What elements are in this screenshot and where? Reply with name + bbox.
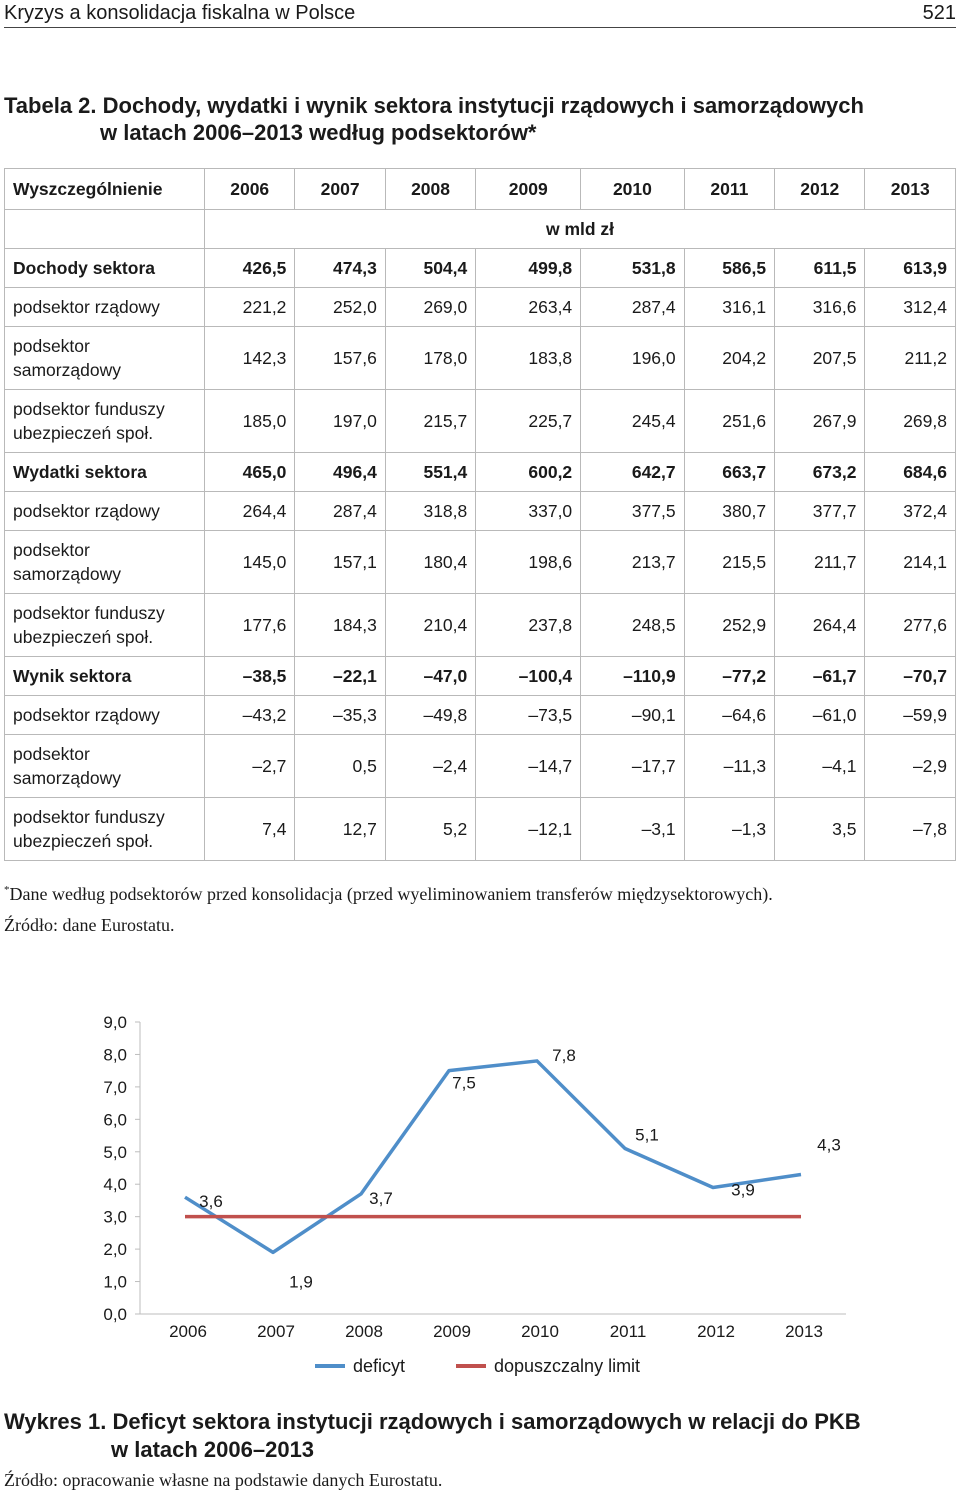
figure-title-line2: w latach 2006–2013 bbox=[111, 1437, 315, 1462]
table-cell: 377,7 bbox=[775, 492, 865, 531]
table-source: Źródło: dane Eurostatu. bbox=[4, 915, 175, 935]
year-header: 2012 bbox=[775, 169, 865, 210]
table-cell: –17,7 bbox=[581, 735, 684, 798]
table-cell: 312,4 bbox=[865, 288, 956, 327]
deficit-line-chart bbox=[0, 990, 960, 1390]
table-cell: –49,8 bbox=[385, 696, 475, 735]
data-label: 1,9 bbox=[289, 1272, 313, 1292]
year-header: 2013 bbox=[865, 169, 956, 210]
table-cell: 185,0 bbox=[205, 390, 295, 453]
figure-source: Źródło: opracowanie własne na podstawie danych Eurostatu. bbox=[4, 1470, 443, 1490]
y-tick-label: 7,0 bbox=[103, 1077, 127, 1097]
legend-label-limit: dopuszczalny limit bbox=[494, 1356, 641, 1376]
data-label: 3,7 bbox=[369, 1188, 393, 1208]
header-rule bbox=[4, 27, 956, 28]
table-cell: 215,5 bbox=[684, 531, 774, 594]
table-cell: –43,2 bbox=[205, 696, 295, 735]
row-label-line2: ubezpieczeń społ. bbox=[13, 627, 154, 647]
table-cell: 214,1 bbox=[865, 531, 956, 594]
table-cell: –73,5 bbox=[476, 696, 581, 735]
row-label bbox=[5, 390, 205, 453]
table-cell: 251,6 bbox=[684, 390, 774, 453]
table-cell: –100,4 bbox=[476, 657, 581, 696]
table-cell: 12,7 bbox=[295, 798, 385, 861]
table-cell: 210,4 bbox=[385, 594, 475, 657]
table-cell: 245,4 bbox=[581, 390, 684, 453]
table-cell: –4,1 bbox=[775, 735, 865, 798]
running-title: Kryzys a konsolidacja fiskalna w Polsce bbox=[4, 1, 356, 24]
row-label bbox=[5, 594, 205, 657]
x-tick-label: 2010 bbox=[521, 1322, 559, 1341]
footnote bbox=[4, 875, 773, 910]
table-cell: 586,5 bbox=[684, 249, 774, 288]
table-cell: –38,5 bbox=[205, 657, 295, 696]
table-row bbox=[5, 288, 956, 327]
table-cell: 197,0 bbox=[295, 390, 385, 453]
table-cell: 287,4 bbox=[295, 492, 385, 531]
row-label: podsektor rządowy bbox=[5, 492, 205, 531]
figure-title bbox=[4, 1408, 861, 1464]
y-tick-label: 1,0 bbox=[103, 1272, 127, 1292]
table-row bbox=[5, 696, 956, 735]
table-cell: 178,0 bbox=[385, 327, 475, 390]
row-label bbox=[5, 798, 205, 861]
table-cell: –64,6 bbox=[684, 696, 774, 735]
row-label bbox=[5, 327, 205, 390]
row-label-line1: podsektor funduszy bbox=[13, 399, 165, 419]
table-cell: 221,2 bbox=[205, 288, 295, 327]
row-label-line1: podsektor bbox=[13, 336, 90, 356]
table-cell: –22,1 bbox=[295, 657, 385, 696]
table-cell: –11,3 bbox=[684, 735, 774, 798]
x-tick-label: 2012 bbox=[697, 1322, 735, 1341]
table-cell: 5,2 bbox=[385, 798, 475, 861]
data-table bbox=[4, 168, 956, 861]
table-cell: 207,5 bbox=[775, 327, 865, 390]
table-cell: 465,0 bbox=[205, 453, 295, 492]
table-cell: 600,2 bbox=[476, 453, 581, 492]
table-row bbox=[5, 327, 956, 390]
table-row bbox=[5, 657, 956, 696]
row-label-line2: samorządowy bbox=[13, 564, 121, 584]
table-cell: 551,4 bbox=[385, 453, 475, 492]
table-cell: –14,7 bbox=[476, 735, 581, 798]
table-cell: –77,2 bbox=[684, 657, 774, 696]
table-cell: 277,6 bbox=[865, 594, 956, 657]
table-cell: –35,3 bbox=[295, 696, 385, 735]
unit-label: w mld zł bbox=[205, 210, 956, 249]
y-tick-label: 4,0 bbox=[103, 1175, 127, 1195]
y-tick-label: 2,0 bbox=[103, 1240, 127, 1260]
table-cell: 177,6 bbox=[205, 594, 295, 657]
table-cell: –2,9 bbox=[865, 735, 956, 798]
table-cell: 642,7 bbox=[581, 453, 684, 492]
table-row bbox=[5, 735, 956, 798]
table-cell: 3,5 bbox=[775, 798, 865, 861]
footnote-mark: * bbox=[4, 884, 10, 896]
table-cell: 0,5 bbox=[295, 735, 385, 798]
table-cell: 196,0 bbox=[581, 327, 684, 390]
table-cell: –7,8 bbox=[865, 798, 956, 861]
table-row bbox=[5, 798, 956, 861]
row-label-line1: podsektor bbox=[13, 744, 90, 764]
table-cell: 237,8 bbox=[476, 594, 581, 657]
table-cell: 287,4 bbox=[581, 288, 684, 327]
row-label bbox=[5, 735, 205, 798]
table-notes bbox=[4, 875, 773, 941]
table-cell: –12,1 bbox=[476, 798, 581, 861]
table-cell: 316,6 bbox=[775, 288, 865, 327]
table-title-line2: w latach 2006–2013 według podsektorów* bbox=[100, 120, 537, 145]
table-cell: 531,8 bbox=[581, 249, 684, 288]
table-cell: 426,5 bbox=[205, 249, 295, 288]
table-cell: 613,9 bbox=[865, 249, 956, 288]
row-label: podsektor rządowy bbox=[5, 696, 205, 735]
y-tick-label: 9,0 bbox=[103, 1013, 127, 1032]
table-row bbox=[5, 390, 956, 453]
table-cell: –70,7 bbox=[865, 657, 956, 696]
table-cell: 157,1 bbox=[295, 531, 385, 594]
row-label: Dochody sektora bbox=[5, 249, 205, 288]
table-cell: 225,7 bbox=[476, 390, 581, 453]
running-header bbox=[4, 0, 956, 26]
table-cell: 263,4 bbox=[476, 288, 581, 327]
legend-label-deficyt: deficyt bbox=[353, 1356, 406, 1376]
year-header: 2008 bbox=[385, 169, 475, 210]
row-label-line2: ubezpieczeń społ. bbox=[13, 831, 154, 851]
table-cell: 372,4 bbox=[865, 492, 956, 531]
table-cell: 215,7 bbox=[385, 390, 475, 453]
x-tick-label: 2007 bbox=[257, 1322, 295, 1341]
x-tick-label: 2013 bbox=[785, 1322, 823, 1341]
y-tick-label: 3,0 bbox=[103, 1207, 127, 1227]
year-header: 2010 bbox=[581, 169, 684, 210]
row-label-line1: podsektor funduszy bbox=[13, 807, 165, 827]
unit-spacer bbox=[5, 210, 205, 249]
table-cell: 213,7 bbox=[581, 531, 684, 594]
data-label: 7,8 bbox=[552, 1045, 576, 1065]
table-cell: 157,6 bbox=[295, 327, 385, 390]
deficit-series-line bbox=[185, 1061, 801, 1252]
table-cell: 248,5 bbox=[581, 594, 684, 657]
year-header: 2011 bbox=[684, 169, 774, 210]
figure-title-line1: Wykres 1. Deficyt sektora instytucji rządowych i samorządowych w relacji do PKB bbox=[4, 1409, 861, 1434]
x-tick-label: 2006 bbox=[169, 1322, 207, 1341]
data-label: 5,1 bbox=[635, 1125, 659, 1145]
table-cell: 264,4 bbox=[205, 492, 295, 531]
table-cell: –61,7 bbox=[775, 657, 865, 696]
row-label: Wydatki sektora bbox=[5, 453, 205, 492]
table-title bbox=[4, 92, 864, 146]
data-label: 3,9 bbox=[731, 1180, 755, 1200]
header-label: Wyszczególnienie bbox=[5, 169, 205, 210]
year-header: 2007 bbox=[295, 169, 385, 210]
table-cell: 211,7 bbox=[775, 531, 865, 594]
table-cell: –61,0 bbox=[775, 696, 865, 735]
table-row bbox=[5, 453, 956, 492]
x-tick-label: 2008 bbox=[345, 1322, 383, 1341]
table-cell: 496,4 bbox=[295, 453, 385, 492]
y-tick-label: 8,0 bbox=[103, 1045, 127, 1065]
table-cell: 504,4 bbox=[385, 249, 475, 288]
y-tick-label: 6,0 bbox=[103, 1110, 127, 1130]
table-cell: 264,4 bbox=[775, 594, 865, 657]
row-label-line2: samorządowy bbox=[13, 768, 121, 788]
table-cell: 204,2 bbox=[684, 327, 774, 390]
row-label-line1: podsektor bbox=[13, 540, 90, 560]
y-tick-label: 0,0 bbox=[103, 1305, 127, 1324]
table-row bbox=[5, 492, 956, 531]
table-cell: 380,7 bbox=[684, 492, 774, 531]
table-cell: 337,0 bbox=[476, 492, 581, 531]
table-cell: 7,4 bbox=[205, 798, 295, 861]
page-number: 521 bbox=[922, 1, 956, 24]
row-label-line2: ubezpieczeń społ. bbox=[13, 423, 154, 443]
table-cell: –1,3 bbox=[684, 798, 774, 861]
row-label-line2: samorządowy bbox=[13, 360, 121, 380]
table-cell: –110,9 bbox=[581, 657, 684, 696]
table-row bbox=[5, 531, 956, 594]
unit-row bbox=[5, 210, 956, 249]
year-header: 2006 bbox=[205, 169, 295, 210]
table-cell: –47,0 bbox=[385, 657, 475, 696]
table-cell: 211,2 bbox=[865, 327, 956, 390]
table-cell: 673,2 bbox=[775, 453, 865, 492]
year-header: 2009 bbox=[476, 169, 581, 210]
x-tick-label: 2011 bbox=[609, 1322, 647, 1341]
table-row bbox=[5, 594, 956, 657]
table-cell: –59,9 bbox=[865, 696, 956, 735]
table-cell: 252,9 bbox=[684, 594, 774, 657]
table-cell: 318,8 bbox=[385, 492, 475, 531]
table-cell: 145,0 bbox=[205, 531, 295, 594]
table-cell: 316,1 bbox=[684, 288, 774, 327]
table-cell: 499,8 bbox=[476, 249, 581, 288]
table-cell: 183,8 bbox=[476, 327, 581, 390]
table-cell: 611,5 bbox=[775, 249, 865, 288]
table-cell: 180,4 bbox=[385, 531, 475, 594]
row-label: Wynik sektora bbox=[5, 657, 205, 696]
table-cell: 252,0 bbox=[295, 288, 385, 327]
table-cell: 377,5 bbox=[581, 492, 684, 531]
table-cell: –2,7 bbox=[205, 735, 295, 798]
table-cell: –90,1 bbox=[581, 696, 684, 735]
table-cell: 663,7 bbox=[684, 453, 774, 492]
data-label: 3,6 bbox=[199, 1192, 223, 1212]
data-label: 7,5 bbox=[452, 1073, 476, 1093]
row-label-line1: podsektor funduszy bbox=[13, 603, 165, 623]
table-cell: 269,8 bbox=[865, 390, 956, 453]
table-cell: 684,6 bbox=[865, 453, 956, 492]
table-row bbox=[5, 249, 956, 288]
footnote-text: Dane według podsektorów przed konsolidacja (przed wyeliminowaniem transferów międzysektorowych). bbox=[9, 884, 773, 904]
table-cell: 142,3 bbox=[205, 327, 295, 390]
table-header-row bbox=[5, 169, 956, 210]
row-label: podsektor rządowy bbox=[5, 288, 205, 327]
table-cell: 474,3 bbox=[295, 249, 385, 288]
y-tick-label: 5,0 bbox=[103, 1142, 127, 1162]
table-cell: 184,3 bbox=[295, 594, 385, 657]
table-cell: –3,1 bbox=[581, 798, 684, 861]
table-cell: –2,4 bbox=[385, 735, 475, 798]
table-cell: 198,6 bbox=[476, 531, 581, 594]
table-cell: 269,0 bbox=[385, 288, 475, 327]
row-label bbox=[5, 531, 205, 594]
table-cell: 267,9 bbox=[775, 390, 865, 453]
x-tick-label: 2009 bbox=[433, 1322, 471, 1341]
table-title-line1: Tabela 2. Dochody, wydatki i wynik sektora instytucji rządowych i samorządowych bbox=[4, 93, 864, 118]
data-label: 4,3 bbox=[817, 1135, 841, 1155]
